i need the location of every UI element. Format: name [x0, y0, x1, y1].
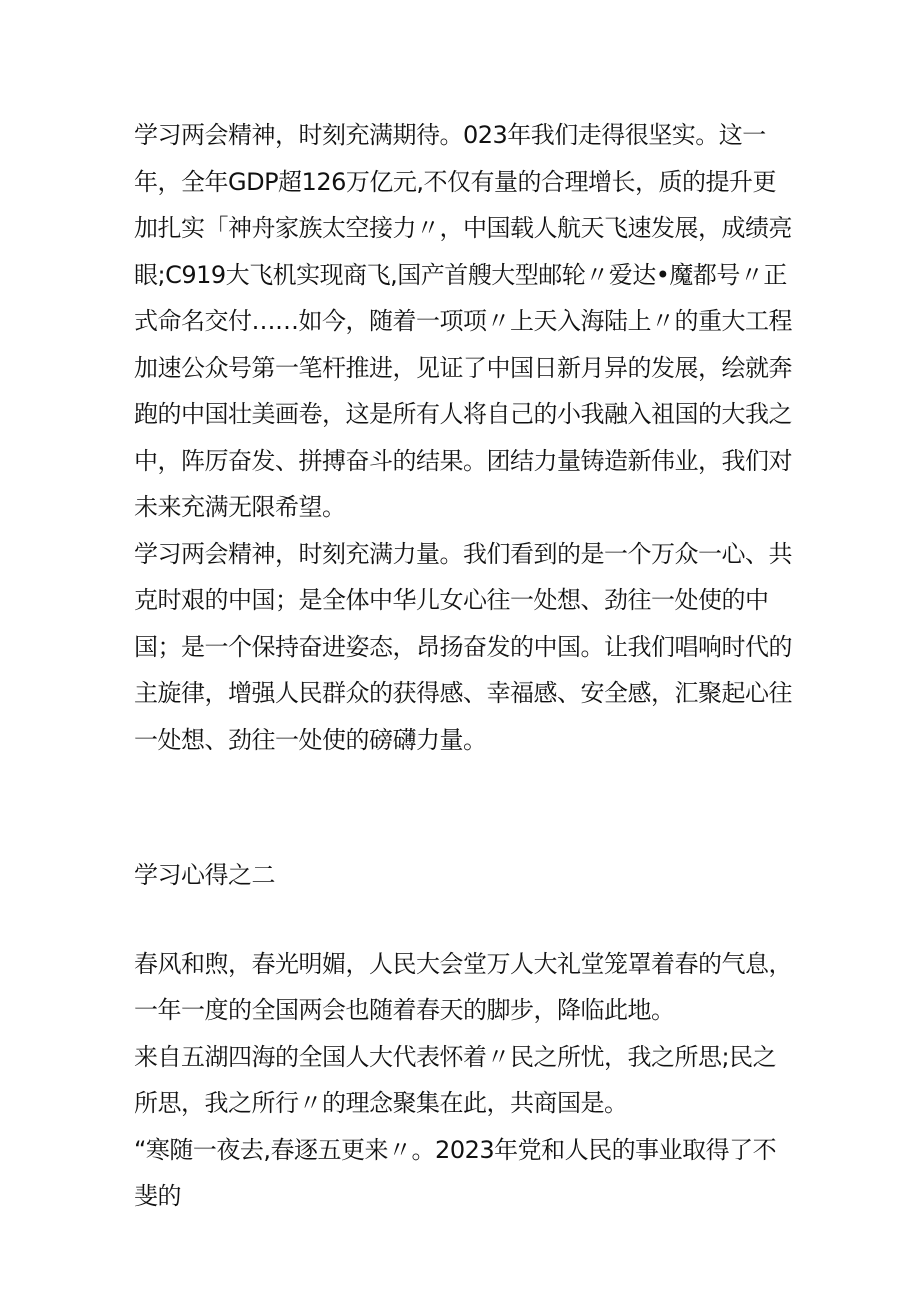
spacer [134, 899, 796, 941]
paragraph-expectation: 学习两会精神，时刻充满期待。023年我们走得很坚实。这一年，全年GDP超126万亿元,不仅有量的合理增长，质的提升更加扎实「神舟家族太空接力〃，中国载人航天飞速发展，成绩亮眼;C919大飞机实现商飞,国产首艘大型邮轮〃爱达•魔都号〃正式命名交付……如今，随着一项项〃上天入海陆上〃的重大工程加速公众号第一笔杆推进，见证了中国日新月异的发展，绘就奔跑的中国壮美画卷，这是所有人将自己的小我融入祖国的大我之中，阵厉奋发、拼搏奋斗的结果。团结力量铸造新伟业，我们对未来充满无限希望。 [134, 121, 792, 521]
paragraph-deputies: 来自五湖四海的全国人大代表怀着〃民之所忧，我之所思;民之所思，我之所行〃的理念聚集在此，共商国是。 [134, 1042, 777, 1117]
section-heading: 学习心得之二 [134, 861, 275, 889]
document-body [134, 112, 796, 1220]
paragraph-spring: 春风和煦，春光明媚，人民大会堂万人大礼堂笼罩着春的气息，一年一度的全国两会也随着春天的脚步，降临此地。 [134, 949, 792, 1024]
paragraph-quote: “寒随一夜去,春逐五更来〃。2023年党和人民的事业取得了不斐的 [134, 1135, 777, 1210]
paragraph-strength: 学习两会精神，时刻充满力量。我们看到的是一个万众一心、共克时艰的中国；是全体中华儿女心往一处想、劲往一处使的中国；是一个保持奋进姿态，昂扬奋发的中国。让我们唱响时代的主旋律，增强人民群众的获得感、幸福感、安全感，汇聚起心往一处想、劲往一处使的磅礴力量。 [134, 539, 792, 754]
spacer [134, 763, 796, 852]
